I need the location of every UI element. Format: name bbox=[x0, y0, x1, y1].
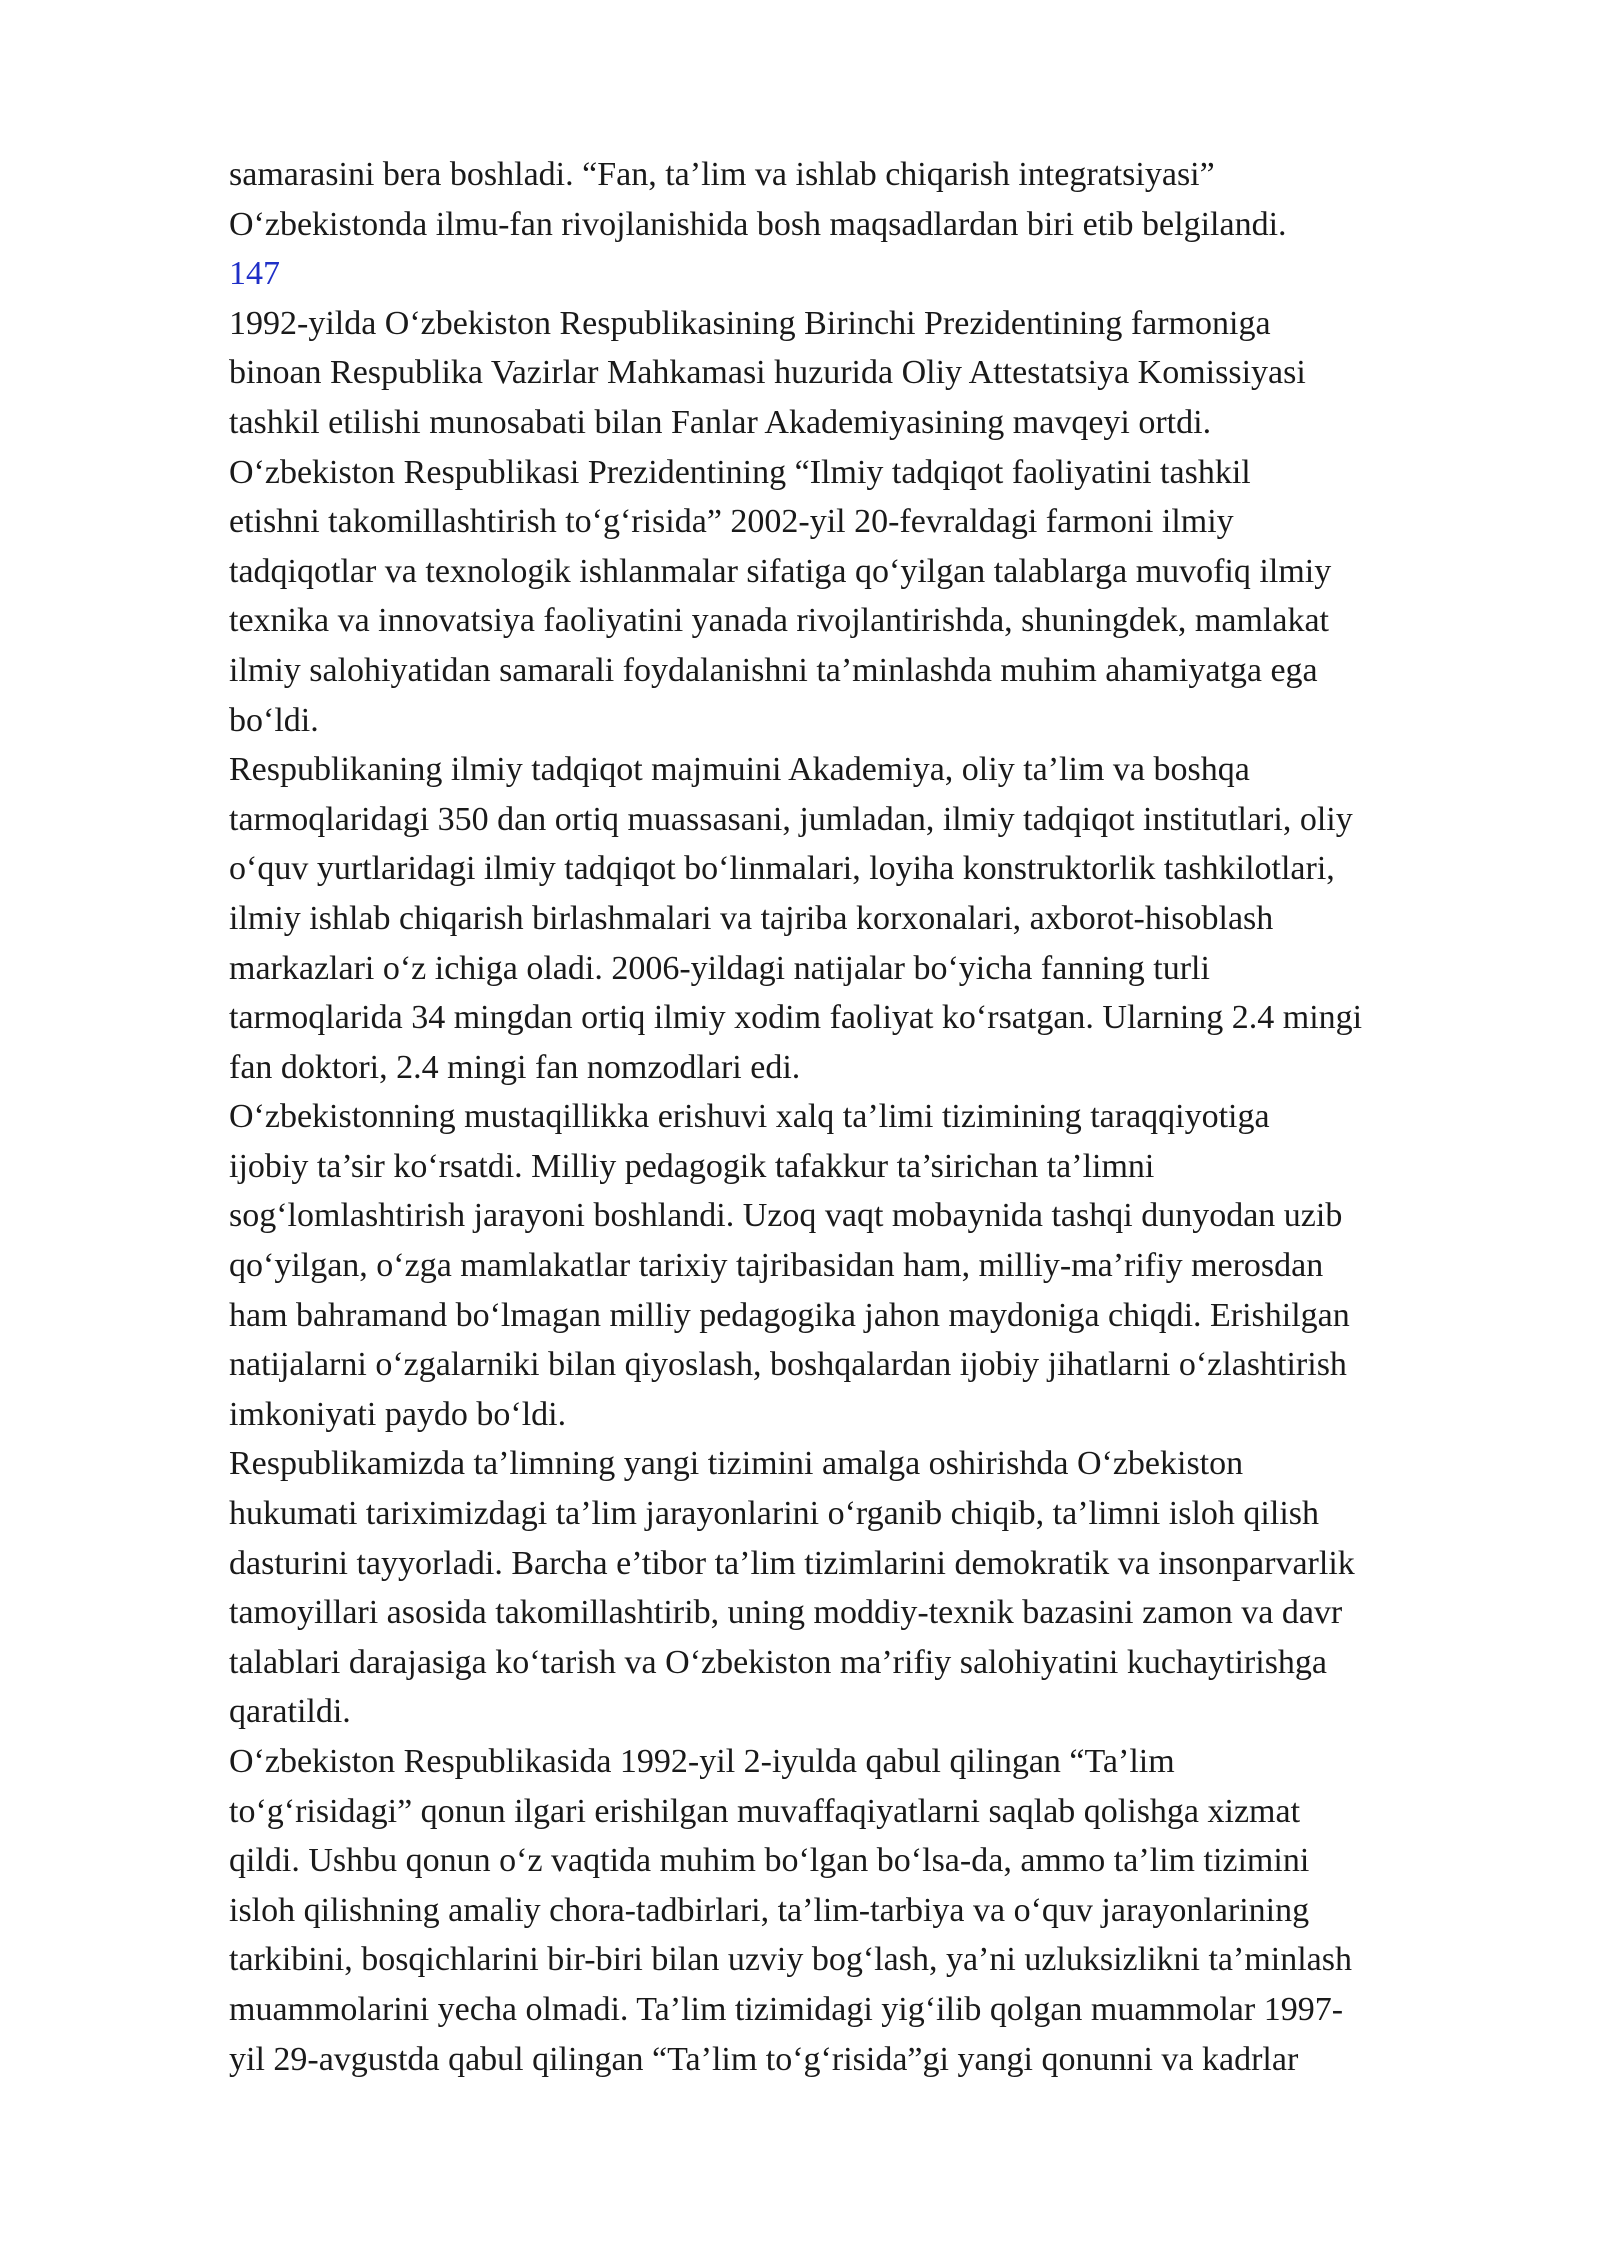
text-line: qo‘yilgan, o‘zga mamlakatlar tarixiy tajribasidan ham, milliy-ma’rifiy merosdan bbox=[229, 1247, 1324, 1285]
text-line: qaratildi. bbox=[229, 1693, 351, 1731]
text-line: binoan Respublika Vazirlar Mahkamasi huzurida Oliy Attestatsiya Komissiyasi bbox=[229, 354, 1306, 392]
text-line: ilmiy ishlab chiqarish birlashmalari va tajriba korxonalari, axborot-hisoblash bbox=[229, 899, 1274, 937]
text-line: ijobiy ta’sir ko‘rsatdi. Milliy pedagogik tafakkur ta’sirichan ta’limni bbox=[229, 1147, 1155, 1185]
text-line: o‘quv yurtlaridagi ilmiy tadqiqot bo‘linmalari, loyiha konstruktorlik tashkilotlari, bbox=[229, 850, 1335, 888]
text-line: fan doktori, 2.4 mingi fan nomzodlari edi. bbox=[229, 1048, 801, 1086]
text-line: to‘g‘risidagi” qonun ilgari erishilgan muvaffaqiyatlarni saqlab qolishga xizmat bbox=[229, 1792, 1301, 1830]
text-line: 1992-yilda O‘zbekiston Respublikasining Birinchi Prezidentining farmoniga bbox=[229, 304, 1271, 342]
page-number: 147 bbox=[229, 255, 280, 293]
text-line: tarmoqlaridagi 350 dan ortiq muassasani, jumladan, ilmiy tadqiqot institutlari, oliy bbox=[229, 800, 1353, 838]
text-line: Respublikamizda ta’limning yangi tizimini amalga oshirishda O‘zbekiston bbox=[229, 1445, 1244, 1483]
text-line: sog‘lomlashtirish jarayoni boshlandi. Uzoq vaqt mobaynida tashqi dunyodan uzib bbox=[229, 1197, 1343, 1235]
text-line: yil 29-avgustda qabul qilingan “Ta’lim to‘g‘risida”gi yangi qonunni va kadrlar bbox=[229, 2040, 1299, 2078]
text-line: etishni takomillashtirish to‘g‘risida” 2002-yil 20-fevraldagi farmoni ilmiy bbox=[229, 503, 1234, 541]
paragraph-lines bbox=[229, 299, 1529, 2084]
text-line: tarmoqlarida 34 mingdan ortiq ilmiy xodim faoliyat ko‘rsatgan. Ularning 2.4 mingi bbox=[229, 999, 1363, 1037]
text-line: natijalarni o‘zgalarniki bilan qiyoslash, boshqalardan ijobiy jihatlarni o‘zlashtirish bbox=[229, 1346, 1347, 1384]
text-line: qildi. Ushbu qonun o‘z vaqtida muhim bo‘lgan bo‘lsa-da, ammo ta’lim tizimini bbox=[229, 1842, 1310, 1880]
text-line: tarkibini, bosqichlarini bir-biri bilan uzviy bog‘lash, ya’ni uzluksizlikni ta’minlash bbox=[229, 1941, 1352, 1979]
text-line: tadqiqotlar va texnologik ishlanmalar sifatiga qo‘yilgan talablarga muvofiq ilmiy bbox=[229, 552, 1332, 590]
text-line: talablari darajasiga ko‘tarish va O‘zbekiston ma’rifiy salohiyatini kuchaytirishga bbox=[229, 1643, 1328, 1681]
text-line: Respublikaning ilmiy tadqiqot majmuini Akademiya, oliy ta’lim va boshqa bbox=[229, 751, 1250, 789]
text-line: hukumati tariximizdagi ta’lim jarayonlarini o‘rganib chiqib, ta’limni isloh qilish bbox=[229, 1495, 1319, 1533]
text-line: O‘zbekiston Respublikasida 1992-yil 2-iyulda qabul qilingan “Ta’lim bbox=[229, 1743, 1175, 1780]
text-line: samarasini bera boshladi. “Fan, ta’lim va ishlab chiqarish integratsiyasi” bbox=[229, 156, 1215, 193]
text-line: ilmiy salohiyatidan samarali foydalanishni ta’minlashda muhim ahamiyatga ega bbox=[229, 651, 1318, 689]
text-line: tamoyillari asosida takomillashtirib, uning moddiy-texnik bazasini zamon va davr bbox=[229, 1594, 1343, 1632]
text-line: dasturini tayyorladi. Barcha e’tibor ta’lim tizimlarini demokratik va insonparvarlik bbox=[229, 1544, 1355, 1582]
text-line: isloh qilishning amaliy chora-tadbirlari, ta’lim-tarbiya va o‘quv jarayonlarining bbox=[229, 1891, 1310, 1929]
text-line: markazlari o‘z ichiga oladi. 2006-yildagi natijalar bo‘yicha fanning turli bbox=[229, 949, 1210, 987]
text-line: muammolarini yecha olmadi. Ta’lim tizimidagi yig‘ilib qolgan muammolar 1997- bbox=[229, 1990, 1344, 2028]
document-body-text bbox=[229, 150, 1529, 2084]
text-line: ham bahramand bo‘lmagan milliy pedagogika jahon maydoniga chiqdi. Erishilgan bbox=[229, 1296, 1350, 1334]
text-line: bo‘ldi. bbox=[229, 701, 319, 739]
text-line: imkoniyati paydo bo‘ldi. bbox=[229, 1395, 567, 1433]
text-line: O‘zbekistonning mustaqillikka erishuvi xalq ta’limi tizimining taraqqiyotiga bbox=[229, 1098, 1270, 1136]
text-line: tashkil etilishi munosabati bilan Fanlar Akademiyasining mavqeyi ortdi. bbox=[229, 403, 1212, 441]
text-line: O‘zbekiston Respublikasi Prezidentining “Ilmiy tadqiqot faoliyatini tashkil bbox=[229, 453, 1251, 491]
text-line: texnika va innovatsiya faoliyatini yanada rivojlantirishda, shuningdek, mamlakat bbox=[229, 602, 1329, 640]
text-line: O‘zbekistonda ilmu-fan rivojlanishida bosh maqsadlardan biri etib belgilandi. bbox=[229, 205, 1287, 243]
